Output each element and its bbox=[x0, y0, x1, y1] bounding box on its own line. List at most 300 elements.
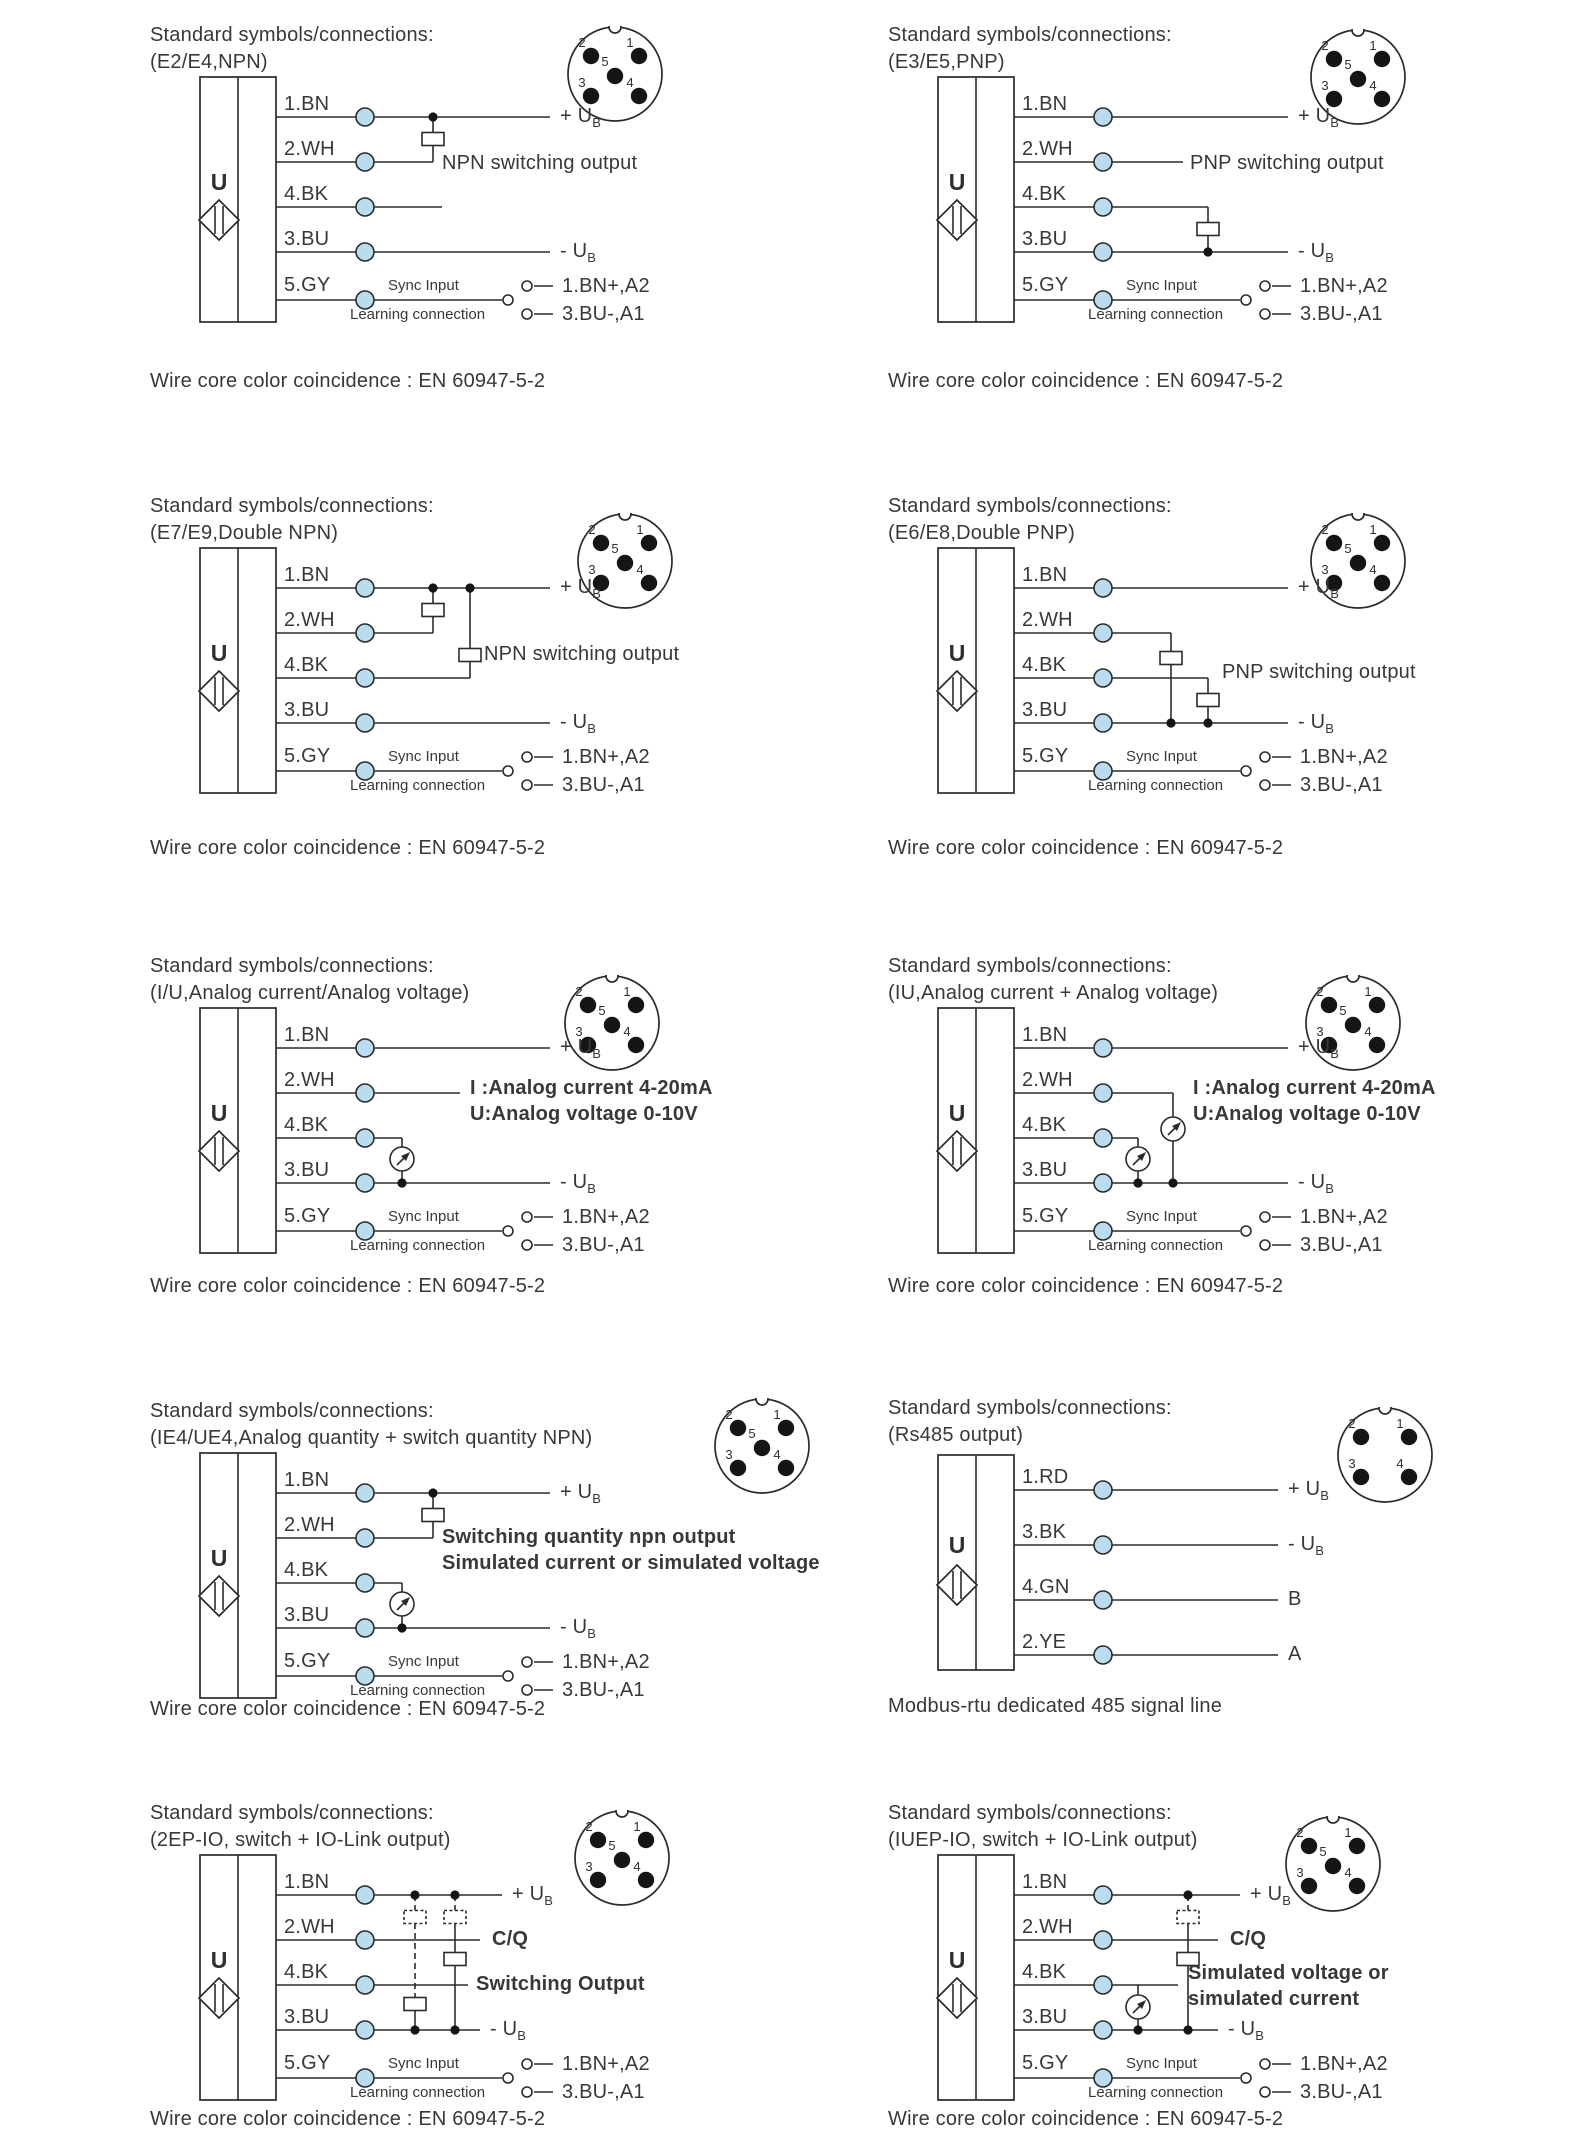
junction-dot bbox=[1183, 1890, 1192, 1899]
sync-open-terminal bbox=[503, 766, 513, 776]
pin-label: 2 bbox=[1348, 1416, 1356, 1431]
output-label: NPN switching output bbox=[442, 152, 638, 174]
subtitle: (I/U,Analog current/Analog voltage) bbox=[150, 982, 470, 1004]
sync-terminal-a1: 3.BU-,A1 bbox=[562, 1234, 645, 1256]
resistor-icon bbox=[444, 1953, 466, 1966]
footer-note: Wire core color coincidence : EN 60947-5-2 bbox=[888, 1275, 1284, 1297]
connection-point bbox=[356, 1529, 374, 1547]
title-line: Standard symbols/connections: bbox=[150, 1400, 434, 1422]
meter-icon bbox=[390, 1592, 414, 1616]
pin-label: 5 bbox=[1319, 1844, 1327, 1859]
terminal-label-minus-ub: - $U_B$ bbox=[490, 2018, 527, 2043]
pin-label: 1 bbox=[1396, 1416, 1404, 1431]
sync-terminal-a2: 1.BN+,A2 bbox=[562, 1206, 650, 1228]
sensor-box bbox=[199, 1453, 276, 1698]
panel-e6-e8-double-pnp bbox=[888, 493, 1568, 933]
footer-note: Wire core color coincidence : EN 60947-5-2 bbox=[888, 370, 1284, 392]
pin-label: 4 bbox=[626, 75, 634, 90]
pin-label: 3 bbox=[588, 562, 596, 577]
wire-label: 1.BN bbox=[1022, 564, 1068, 586]
output-label: C/Q bbox=[492, 1928, 529, 1950]
connection-point bbox=[1094, 1039, 1112, 1057]
terminal-label-plus-ub: + $U_B$ bbox=[1298, 576, 1340, 601]
pin-label: 5 bbox=[1344, 57, 1352, 72]
sync-endpoint-icon bbox=[1260, 1240, 1291, 1250]
connection-point bbox=[1094, 1591, 1112, 1609]
junction-dot bbox=[450, 2025, 459, 2034]
pin-label: 1 bbox=[1369, 38, 1377, 53]
junction-dot bbox=[428, 112, 437, 121]
connection-point bbox=[356, 669, 374, 687]
connection-point bbox=[356, 1084, 374, 1102]
subtitle: (E6/E8,Double PNP) bbox=[888, 522, 1076, 544]
sync-input-label: Sync Input bbox=[1126, 2055, 1197, 2072]
sync-terminal-a2: 1.BN+,A2 bbox=[1300, 275, 1388, 297]
connection-point bbox=[1094, 1536, 1112, 1554]
learning-connection-label: Learning connection bbox=[1088, 777, 1224, 794]
footer-note: Wire core color coincidence : EN 60947-5-2 bbox=[888, 2108, 1284, 2130]
connection-point bbox=[356, 1039, 374, 1057]
svg-text:U: U bbox=[948, 1100, 966, 1126]
sync-endpoint-icon bbox=[1260, 309, 1291, 319]
pin-label: 3 bbox=[1321, 562, 1329, 577]
connection-point bbox=[356, 2021, 374, 2039]
output-label: Switching Output bbox=[476, 1973, 645, 1995]
pin-label: 2 bbox=[1296, 1825, 1304, 1840]
terminal-label-plus-ub: + $U_B$ bbox=[1298, 105, 1340, 130]
sync-terminal-a1: 3.BU-,A1 bbox=[562, 1679, 645, 1701]
resistor-icon bbox=[422, 1509, 444, 1522]
pin-label: 4 bbox=[636, 562, 644, 577]
sync-open-terminal bbox=[503, 1226, 513, 1236]
terminal-label-minus-ub: - $U_B$ bbox=[1298, 711, 1335, 736]
sync-endpoint-icon bbox=[1260, 2087, 1291, 2097]
footer-note: Wire core color coincidence : EN 60947-5-2 bbox=[150, 370, 546, 392]
svg-text:U: U bbox=[948, 1532, 966, 1558]
sync-endpoint-icon bbox=[522, 752, 553, 762]
connection-point bbox=[356, 1174, 374, 1192]
wire-label: 4.BK bbox=[1022, 1961, 1067, 1983]
output-label: Simulated current or simulated voltage bbox=[442, 1552, 820, 1574]
wire-label: 5.GY bbox=[1022, 1205, 1069, 1227]
learning-connection-label: Learning connection bbox=[350, 1682, 486, 1699]
junction-dot bbox=[397, 1178, 406, 1187]
connection-point bbox=[356, 714, 374, 732]
sync-input-label: Sync Input bbox=[1126, 277, 1197, 294]
connection-point bbox=[1094, 108, 1112, 126]
junction-dot bbox=[1133, 1178, 1142, 1187]
sync-input-label: Sync Input bbox=[388, 1653, 459, 1670]
pin-label: 3 bbox=[578, 75, 586, 90]
title-line: Standard symbols/connections: bbox=[150, 24, 434, 46]
connector-pinout-icon bbox=[715, 1385, 809, 1493]
connector-pinout-icon bbox=[1338, 1394, 1432, 1502]
sync-terminal-a1: 3.BU-,A1 bbox=[562, 774, 645, 796]
output-label: PNP switching output bbox=[1222, 661, 1416, 683]
terminal-label-minus-ub: - $U_B$ bbox=[1298, 1171, 1335, 1196]
pin-label: 1 bbox=[773, 1407, 781, 1422]
connection-point bbox=[1094, 1931, 1112, 1949]
subtitle: (2EP-IO, switch + IO-Link output) bbox=[150, 1829, 451, 1851]
terminal-label-minus-ub: - $U_B$ bbox=[1228, 2018, 1265, 2043]
sync-open-terminal bbox=[1241, 1226, 1251, 1236]
junction-dot bbox=[1166, 718, 1175, 727]
title-line: Standard symbols/connections: bbox=[888, 24, 1172, 46]
pin-label: 2 bbox=[588, 522, 596, 537]
sync-terminal-a1: 3.BU-,A1 bbox=[1300, 774, 1383, 796]
wire-label: 3.BU bbox=[1022, 1159, 1068, 1181]
wire-label: 2.WH bbox=[1022, 1069, 1073, 1091]
resistor-icon bbox=[1160, 652, 1182, 665]
wiring-diagram bbox=[150, 22, 830, 362]
svg-text:U: U bbox=[210, 169, 228, 195]
subtitle: (E3/E5,PNP) bbox=[888, 51, 1005, 73]
pin-label: 4 bbox=[1396, 1456, 1404, 1471]
learning-connection-label: Learning connection bbox=[350, 2084, 486, 2101]
pin-label: 1 bbox=[1369, 522, 1377, 537]
sync-terminal-a2: 1.BN+,A2 bbox=[562, 2053, 650, 2075]
wire-label: 5.GY bbox=[284, 745, 331, 767]
pin-label: 3 bbox=[1296, 1865, 1304, 1880]
junction-dot bbox=[428, 1488, 437, 1497]
pin-label: 1 bbox=[623, 984, 631, 999]
sensor-box bbox=[199, 548, 276, 793]
connection-point bbox=[356, 1484, 374, 1502]
wire-label: 2.WH bbox=[1022, 609, 1073, 631]
terminal-label-a: A bbox=[1288, 1643, 1302, 1665]
wiring-diagram bbox=[150, 1800, 830, 2140]
wiring-diagram bbox=[888, 1395, 1568, 1735]
pin-label: 4 bbox=[773, 1447, 781, 1462]
sensor-box bbox=[937, 1455, 1014, 1670]
learning-connection-label: Learning connection bbox=[1088, 1237, 1224, 1254]
connection-point bbox=[1094, 153, 1112, 171]
svg-text:U: U bbox=[948, 169, 966, 195]
wire-label: 1.BN bbox=[1022, 1024, 1068, 1046]
sync-open-terminal bbox=[1241, 2073, 1251, 2083]
wire-label: 3.BU bbox=[284, 699, 330, 721]
sync-endpoint-icon bbox=[1260, 780, 1291, 790]
junction-dot bbox=[1168, 1178, 1177, 1187]
terminal-label-plus-ub: + $U_B$ bbox=[560, 576, 602, 601]
resistor-dashed-icon bbox=[444, 1911, 466, 1924]
sync-terminal-a2: 1.BN+,A2 bbox=[1300, 1206, 1388, 1228]
panel-iu-analog bbox=[150, 953, 830, 1393]
sync-endpoint-icon bbox=[522, 780, 553, 790]
sync-terminal-a1: 3.BU-,A1 bbox=[562, 2081, 645, 2103]
learning-connection-label: Learning connection bbox=[350, 1237, 486, 1254]
svg-text:U: U bbox=[210, 640, 228, 666]
sync-terminal-a1: 3.BU-,A1 bbox=[1300, 2081, 1383, 2103]
wire-label: 2.WH bbox=[1022, 1916, 1073, 1938]
connection-point bbox=[356, 624, 374, 642]
terminal-label-minus-ub: - $U_B$ bbox=[1298, 240, 1335, 265]
terminal-label-plus-ub: + $U_B$ bbox=[1298, 1036, 1340, 1061]
wire-label: 4.BK bbox=[284, 1114, 329, 1136]
sensor-box bbox=[199, 77, 276, 322]
connection-point bbox=[1094, 669, 1112, 687]
sync-input-label: Sync Input bbox=[388, 1208, 459, 1225]
sync-terminal-a2: 1.BN+,A2 bbox=[562, 1651, 650, 1673]
pin-label: 4 bbox=[1369, 562, 1377, 577]
wire-label: 3.BU bbox=[1022, 2006, 1068, 2028]
wire-label: 1.BN bbox=[284, 564, 330, 586]
sync-open-terminal bbox=[1241, 295, 1251, 305]
wire-label: 5.GY bbox=[284, 1205, 331, 1227]
sync-open-terminal bbox=[503, 2073, 513, 2083]
sync-input-label: Sync Input bbox=[388, 748, 459, 765]
pin-label: 3 bbox=[1321, 78, 1329, 93]
junction-dot bbox=[410, 2025, 419, 2034]
pin-label: 4 bbox=[1344, 1865, 1352, 1880]
wire-label: 2.WH bbox=[284, 1916, 335, 1938]
pin-label: 5 bbox=[611, 541, 619, 556]
resistor-dashed-icon bbox=[1177, 1911, 1199, 1924]
resistor-icon bbox=[1197, 694, 1219, 707]
connector-pinout-icon bbox=[575, 1797, 669, 1905]
wire-label: 4.BK bbox=[284, 1559, 329, 1581]
pin-label: 5 bbox=[1344, 541, 1352, 556]
sync-input-label: Sync Input bbox=[388, 277, 459, 294]
title-line: Standard symbols/connections: bbox=[150, 955, 434, 977]
wire-label: 3.BU bbox=[1022, 699, 1068, 721]
wire-label: 1.RD bbox=[1022, 1466, 1069, 1488]
sync-open-terminal bbox=[503, 295, 513, 305]
terminal-label-minus-ub: - $U_B$ bbox=[560, 1171, 597, 1196]
junction-dot bbox=[428, 583, 437, 592]
sync-open-terminal bbox=[1241, 766, 1251, 776]
footer-note: Wire core color coincidence : EN 60947-5-2 bbox=[150, 1698, 546, 1720]
connection-point bbox=[356, 108, 374, 126]
resistor-icon bbox=[1197, 223, 1219, 236]
connection-point bbox=[1094, 1174, 1112, 1192]
sync-open-terminal bbox=[503, 1671, 513, 1681]
pin-label: 2 bbox=[575, 984, 583, 999]
pin-label: 4 bbox=[1364, 1024, 1372, 1039]
connection-point bbox=[356, 243, 374, 261]
terminal-label-minus-ub: - $U_B$ bbox=[560, 240, 597, 265]
pin-label: 3 bbox=[575, 1024, 583, 1039]
wire-label: 2.WH bbox=[1022, 138, 1073, 160]
junction-dot bbox=[465, 583, 474, 592]
pin-label: 3 bbox=[725, 1447, 733, 1462]
wire-label: 4.BK bbox=[284, 1961, 329, 1983]
footer-note: Wire core color coincidence : EN 60947-5-2 bbox=[150, 1275, 546, 1297]
pin-label: 2 bbox=[578, 35, 586, 50]
connection-point bbox=[356, 1574, 374, 1592]
terminal-label-minus-ub: - $U_B$ bbox=[560, 1616, 597, 1641]
connection-point bbox=[356, 1976, 374, 1994]
panel-iuep-io bbox=[888, 1800, 1568, 2154]
learning-connection-label: Learning connection bbox=[1088, 306, 1224, 323]
wire-label: 5.GY bbox=[284, 274, 331, 296]
learning-connection-label: Learning connection bbox=[350, 777, 486, 794]
svg-text:U: U bbox=[210, 1947, 228, 1973]
sensor-box bbox=[937, 1008, 1014, 1253]
terminal-label-minus-ub: - $U_B$ bbox=[560, 711, 597, 736]
wire-label: 1.BN bbox=[1022, 1871, 1068, 1893]
terminal-label-b: B bbox=[1288, 1588, 1302, 1610]
sync-endpoint-icon bbox=[1260, 752, 1291, 762]
junction-dot bbox=[410, 1890, 419, 1899]
wire-label: 5.GY bbox=[284, 2052, 331, 2074]
wire-label: 2.WH bbox=[284, 1514, 335, 1536]
svg-text:U: U bbox=[948, 1947, 966, 1973]
meter-icon bbox=[1126, 1995, 1150, 2019]
sensor-box bbox=[199, 1008, 276, 1253]
terminal-label-plus-ub: + $U_B$ bbox=[560, 105, 602, 130]
subtitle: (IU,Analog current + Analog voltage) bbox=[888, 982, 1219, 1004]
resistor-dashed-icon bbox=[404, 1911, 426, 1924]
sensor-box bbox=[937, 1855, 1014, 2100]
pin-label: 1 bbox=[1344, 1825, 1352, 1840]
panel-e7-e9-double-npn bbox=[150, 493, 830, 933]
connection-point bbox=[356, 1619, 374, 1637]
svg-text:U: U bbox=[210, 1545, 228, 1571]
connection-point bbox=[356, 579, 374, 597]
sync-endpoint-icon bbox=[522, 1240, 553, 1250]
pin-label: 5 bbox=[601, 54, 609, 69]
resistor-icon bbox=[404, 1998, 426, 2011]
svg-text:U: U bbox=[210, 1100, 228, 1126]
connection-point bbox=[1094, 1084, 1112, 1102]
wire-label: 3.BK bbox=[1022, 1521, 1067, 1543]
sync-input-label: Sync Input bbox=[1126, 748, 1197, 765]
junction-dot bbox=[1203, 718, 1212, 727]
svg-text:U: U bbox=[948, 640, 966, 666]
wire-label: 1.BN bbox=[284, 1024, 330, 1046]
wire-label: 4.BK bbox=[284, 183, 329, 205]
wire-label: 3.BU bbox=[284, 1604, 330, 1626]
terminal-label-plus-ub: + $U_B$ bbox=[560, 1036, 602, 1061]
pin-label: 1 bbox=[633, 1819, 641, 1834]
sync-terminal-a1: 3.BU-,A1 bbox=[1300, 303, 1383, 325]
panel-ie4-ue4 bbox=[150, 1398, 830, 1838]
wire-label: 3.BU bbox=[1022, 228, 1068, 250]
wire-label: 5.GY bbox=[284, 1650, 331, 1672]
output-label: NPN switching output bbox=[484, 643, 680, 665]
pin-label: 5 bbox=[1339, 1003, 1347, 1018]
connection-point bbox=[1094, 1976, 1112, 1994]
connection-point bbox=[1094, 1886, 1112, 1904]
output-label: simulated current bbox=[1188, 1988, 1360, 2010]
junction-dot bbox=[1133, 2025, 1142, 2034]
wire-label: 4.GN bbox=[1022, 1576, 1070, 1598]
sync-endpoint-icon bbox=[522, 1212, 553, 1222]
connection-point bbox=[1094, 579, 1112, 597]
junction-dot bbox=[1203, 247, 1212, 256]
pin-label: 2 bbox=[725, 1407, 733, 1422]
connection-point bbox=[1094, 1129, 1112, 1147]
terminal-label-plus-ub: + $U_B$ bbox=[512, 1883, 554, 1908]
connection-point bbox=[1094, 198, 1112, 216]
panel-iu-analog-both bbox=[888, 953, 1568, 1393]
subtitle: (E7/E9,Double NPN) bbox=[150, 522, 339, 544]
wire-label: 1.BN bbox=[1022, 93, 1068, 115]
wire-label: 4.BK bbox=[1022, 1114, 1067, 1136]
wire-label: 4.BK bbox=[1022, 183, 1067, 205]
panel-e2-e4-npn bbox=[150, 22, 830, 462]
junction-dot bbox=[397, 1623, 406, 1632]
pin-label: 4 bbox=[1369, 78, 1377, 93]
wire-label: 1.BN bbox=[284, 1469, 330, 1491]
sync-endpoint-icon bbox=[1260, 2059, 1291, 2069]
subtitle: (E2/E4,NPN) bbox=[150, 51, 268, 73]
pin-label: 3 bbox=[1348, 1456, 1356, 1471]
sync-endpoint-icon bbox=[522, 2059, 553, 2069]
pin-label: 1 bbox=[1364, 984, 1372, 999]
junction-dot bbox=[450, 1890, 459, 1899]
pin-label: 4 bbox=[633, 1859, 641, 1874]
output-label: PNP switching output bbox=[1190, 152, 1384, 174]
pin-label: 1 bbox=[626, 35, 634, 50]
pin-label: 2 bbox=[585, 1819, 593, 1834]
output-label: I :Analog current 4-20mA bbox=[1193, 1077, 1436, 1099]
sensor-box bbox=[937, 77, 1014, 322]
connection-point bbox=[356, 198, 374, 216]
connection-point bbox=[1094, 1481, 1112, 1499]
learning-connection-label: Learning connection bbox=[350, 306, 486, 323]
subtitle: (IUEP-IO, switch + IO-Link output) bbox=[888, 1829, 1198, 1851]
footer-note: Wire core color coincidence : EN 60947-5-2 bbox=[150, 837, 546, 859]
sync-terminal-a2: 1.BN+,A2 bbox=[562, 275, 650, 297]
resistor-icon bbox=[422, 604, 444, 617]
subtitle: (IE4/UE4,Analog quantity + switch quantity NPN) bbox=[150, 1427, 593, 1449]
meter-icon bbox=[1126, 1147, 1150, 1171]
title-line: Standard symbols/connections: bbox=[888, 1802, 1172, 1824]
terminal-label-plus-ub: + $U_B$ bbox=[1250, 1883, 1292, 1908]
title-line: Standard symbols/connections: bbox=[888, 495, 1172, 517]
subtitle: (Rs485 output) bbox=[888, 1424, 1024, 1446]
wire-label: 3.BU bbox=[284, 228, 330, 250]
output-label: C/Q bbox=[1230, 1928, 1267, 1950]
pin-label: 3 bbox=[1316, 1024, 1324, 1039]
pin-label: 1 bbox=[636, 522, 644, 537]
footer-note: Wire core color coincidence : EN 60947-5-2 bbox=[150, 2108, 546, 2130]
wire-label: 1.BN bbox=[284, 1871, 330, 1893]
connection-point bbox=[1094, 714, 1112, 732]
wire-label: 5.GY bbox=[1022, 745, 1069, 767]
sync-endpoint-icon bbox=[522, 1657, 553, 1667]
sync-terminal-a2: 1.BN+,A2 bbox=[1300, 2053, 1388, 2075]
wire-label: 2.YE bbox=[1022, 1631, 1067, 1653]
footer-note: Wire core color coincidence : EN 60947-5-2 bbox=[888, 837, 1284, 859]
terminal-label-plus-ub: + $U_B$ bbox=[1288, 1478, 1330, 1503]
pin-label: 5 bbox=[608, 1838, 616, 1853]
wire-label: 4.BK bbox=[284, 654, 329, 676]
sensor-box bbox=[199, 1855, 276, 2100]
sync-endpoint-icon bbox=[522, 2087, 553, 2097]
output-label: I :Analog current 4-20mA bbox=[470, 1077, 713, 1099]
sync-terminal-a2: 1.BN+,A2 bbox=[562, 746, 650, 768]
wiring-diagram bbox=[888, 22, 1568, 362]
terminal-label-plus-ub: + $U_B$ bbox=[560, 1481, 602, 1506]
sync-terminal-a1: 3.BU-,A1 bbox=[1300, 1234, 1383, 1256]
pin-label: 2 bbox=[1316, 984, 1324, 999]
panel-rs485 bbox=[888, 1395, 1568, 1835]
footer-note: Modbus-rtu dedicated 485 signal line bbox=[888, 1695, 1223, 1717]
wire-label: 1.BN bbox=[284, 93, 330, 115]
output-label: U:Analog voltage 0-10V bbox=[1193, 1103, 1421, 1125]
title-line: Standard symbols/connections: bbox=[150, 1802, 434, 1824]
connection-point bbox=[356, 1931, 374, 1949]
sync-endpoint-icon bbox=[522, 1685, 553, 1695]
pin-label: 4 bbox=[623, 1024, 631, 1039]
wire-label: 3.BU bbox=[284, 2006, 330, 2028]
sync-input-label: Sync Input bbox=[1126, 1208, 1197, 1225]
pin-label: 2 bbox=[1321, 38, 1329, 53]
connector-pinout-icon bbox=[1286, 1803, 1380, 1911]
